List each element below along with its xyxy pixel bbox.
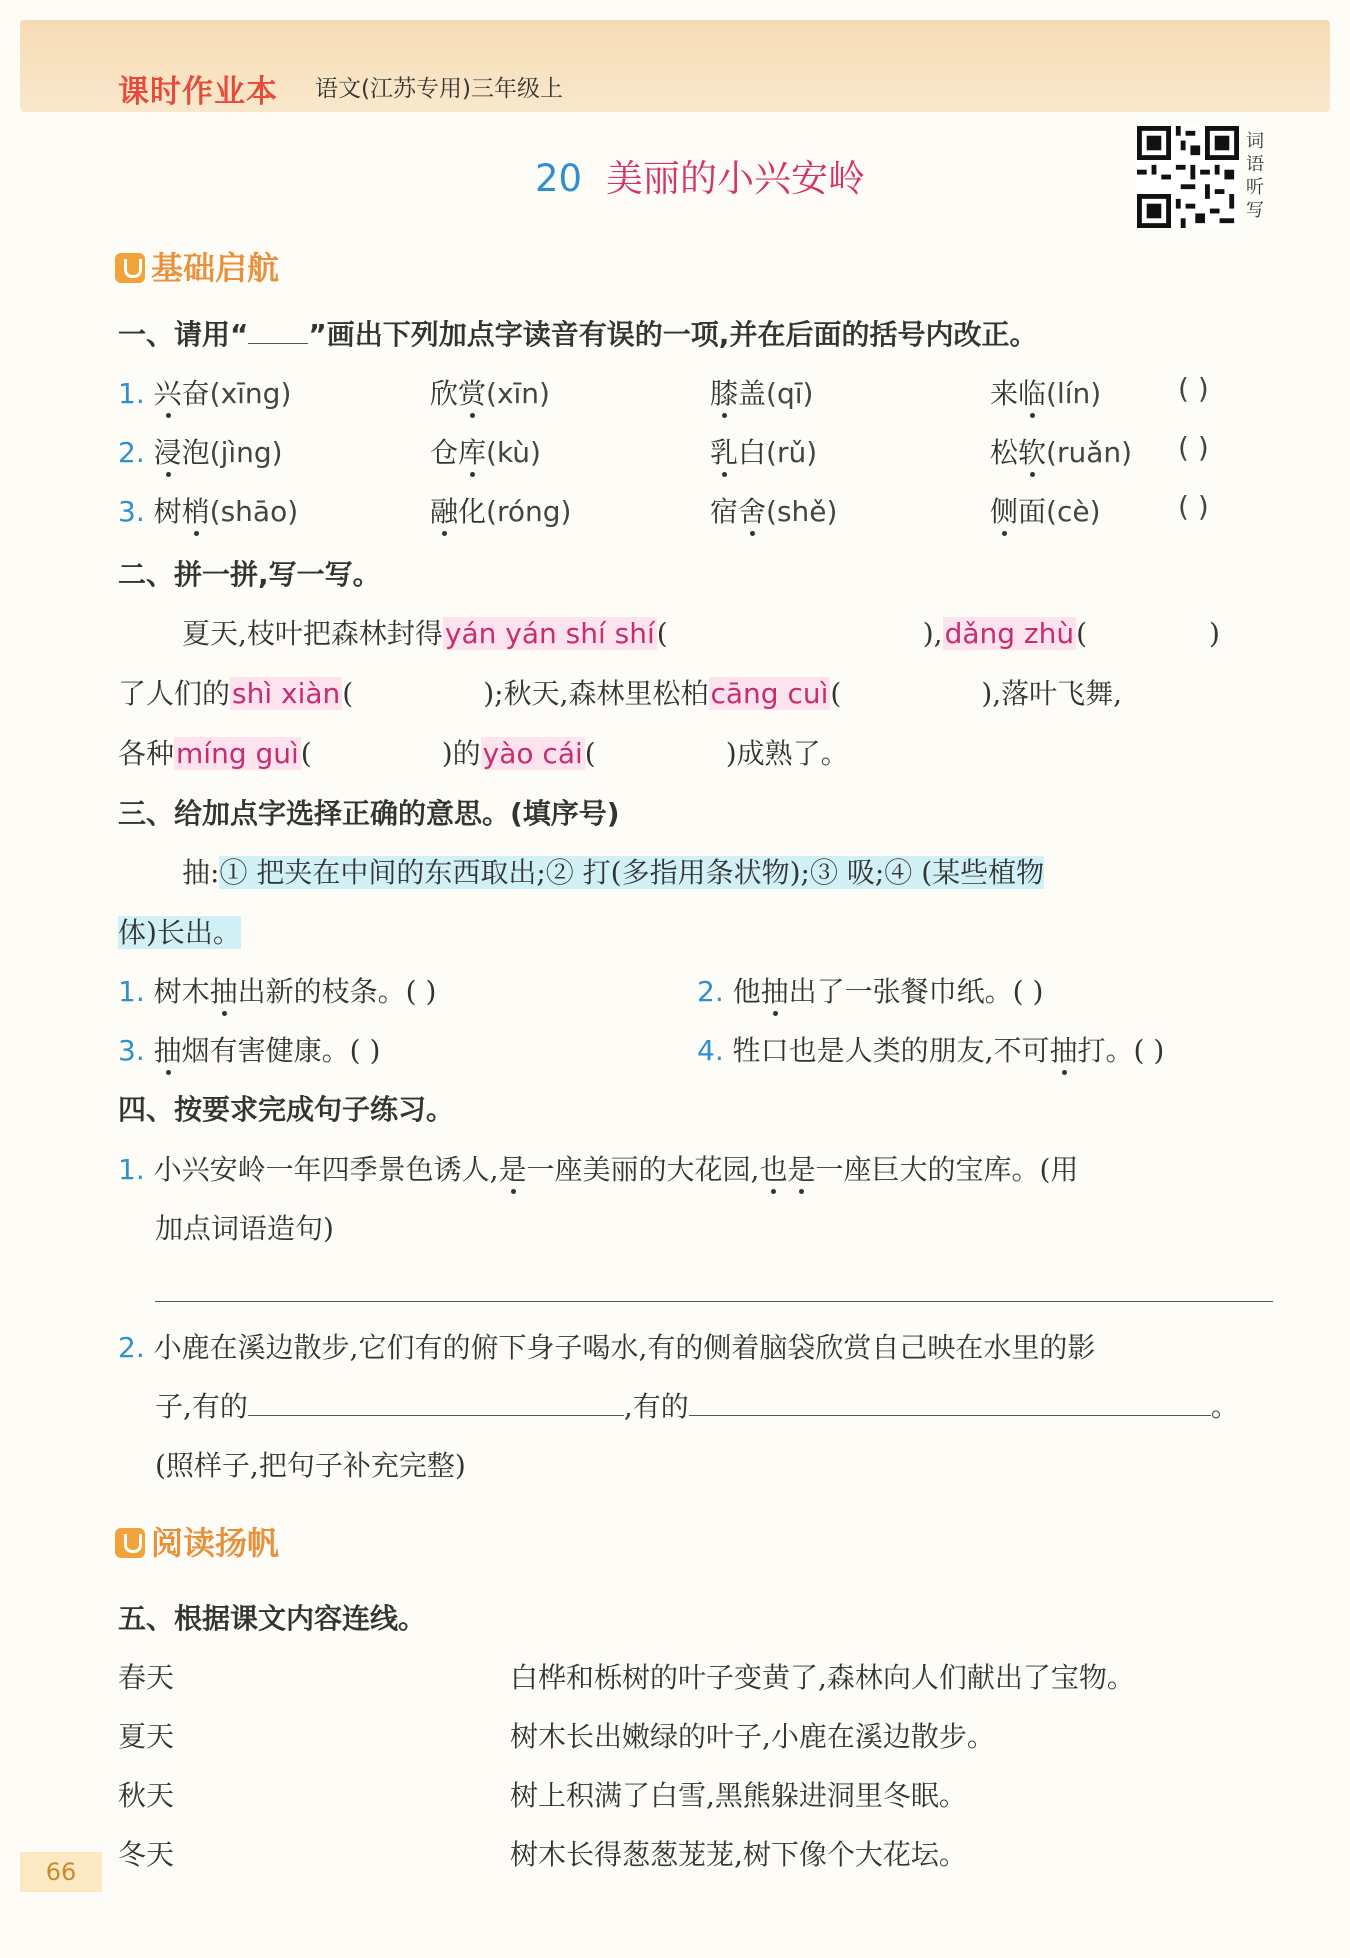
q2-line1: 夏天,枝叶把森林封得yán yán shí shí( ),dǎng zhù( ): [182, 617, 1220, 650]
q4-sentence-2: 2. 小鹿在溪边散步,它们有的俯下身子喝水,有的侧着脑袋欣赏自己映在水里的影: [118, 1331, 1096, 1364]
q4-sentence-1-cont: 加点词语造句): [155, 1212, 334, 1245]
q3-item-2: 2. 他抽出了一张餐巾纸。( ): [697, 975, 1044, 1008]
q3-item-1: 1. 树木抽出新的枝条。( ): [118, 975, 437, 1008]
q1-item: 侧面(cè): [990, 495, 1101, 528]
desc-3[interactable]: 树上积满了白雪,黑熊躲进洞里冬眠。: [510, 1779, 967, 1812]
q1-item: 乳白(rǔ): [710, 436, 818, 469]
q4-sentence-2-cont: 子,有的 ,有的 。: [155, 1390, 1239, 1423]
q4-note: (照样子,把句子补充完整): [155, 1449, 466, 1482]
anchor-icon: [115, 253, 145, 283]
sail-icon: [115, 1528, 145, 1558]
q5-title: 五、根据课文内容连线。: [118, 1602, 427, 1635]
q4-title: 四、按要求完成句子练习。: [118, 1093, 455, 1126]
qr-code-icon[interactable]: [1137, 126, 1239, 228]
season-autumn[interactable]: 秋天: [118, 1779, 175, 1812]
q4-sentence-1: 1. 小兴安岭一年四季景色诱人,是一座美丽的大花园,也是一座巨大的宝库。(用: [118, 1153, 1079, 1186]
season-summer[interactable]: 夏天: [118, 1720, 175, 1753]
desc-2[interactable]: 树木长出嫩绿的叶子,小鹿在溪边散步。: [510, 1720, 995, 1753]
pinyin-2: dǎng zhù: [944, 617, 1075, 650]
q2-line2: 了人们的shì xiàn( );秋天,森林里松柏cāng cuì( ),落叶飞舞,: [118, 677, 1123, 710]
q1-item: 3. 树梢(shāo): [118, 495, 299, 528]
desc-4[interactable]: 树木长得葱葱茏茏,树下像个大花坛。: [510, 1838, 967, 1871]
q3-title: 三、给加点字选择正确的意思。(填序号): [118, 797, 620, 830]
q1-item: 宿舍(shě): [710, 495, 838, 528]
dotted-word: 也是: [759, 1153, 816, 1186]
desc-1[interactable]: 白桦和栎树的叶子变黄了,森林向人们献出了宝物。: [510, 1661, 1135, 1694]
pinyin-6: yào cái: [482, 737, 583, 770]
section-reading: 阅读扬帆: [115, 1518, 279, 1564]
brand-title: 课时作业本: [118, 74, 278, 110]
q1-item: 仓库(kù): [430, 436, 541, 469]
season-winter[interactable]: 冬天: [118, 1838, 175, 1871]
q1-item: 松软(ruǎn): [990, 436, 1133, 469]
q1-answer-paren[interactable]: ( ): [1178, 372, 1209, 405]
q1-item: 来临(lín): [990, 377, 1102, 410]
q1-title: 一、请用“ ”画出下列加点字读音有误的一项,并在后面的括号内改正。: [118, 318, 1038, 351]
lesson-number: 20: [534, 157, 583, 200]
q2-line3: 各种míng guì( )的yào cái( )成熟了。: [118, 737, 849, 770]
pinyin-3: shì xiàn: [232, 677, 341, 710]
q1-answer-paren[interactable]: ( ): [1178, 431, 1209, 464]
qr-label: 词 语 听 写: [1246, 131, 1264, 221]
q2-title: 二、拼一拼,写一写。: [118, 558, 381, 591]
q3-item-3: 3. 抽烟有害健康。( ): [118, 1034, 381, 1067]
section-basic: 基础启航: [115, 243, 279, 289]
q1-item: 欣赏(xīn): [430, 377, 550, 410]
answer-blank-2[interactable]: [689, 1415, 1211, 1416]
q1-item: 融化(róng): [430, 495, 572, 528]
page-number: 66: [20, 1852, 102, 1892]
q1-item: 1. 兴奋(xīng): [118, 377, 292, 410]
pinyin-5: míng guì: [176, 737, 299, 770]
q1-answer-paren[interactable]: ( ): [1178, 490, 1209, 523]
season-spring[interactable]: 春天: [118, 1661, 175, 1694]
pinyin-4: cāng cuì: [710, 677, 829, 710]
lesson-name: 美丽的小兴安岭: [606, 157, 866, 200]
pinyin-1: yán yán shí shí: [444, 617, 655, 650]
answer-blank-1[interactable]: [248, 1415, 624, 1416]
q1-item: 膝盖(qī): [710, 377, 814, 410]
q1-item: 2. 浸泡(jìng): [118, 436, 283, 469]
q3-definition-cont: 体)长出。: [118, 916, 241, 949]
answer-line-1[interactable]: [155, 1301, 1273, 1302]
q3-definition: 抽:① 把夹在中间的东西取出;② 打(多指用条状物);③ 吸;④ (某些植物: [182, 856, 1045, 889]
subject-label: 语文(江苏专用)三年级上: [315, 76, 563, 102]
q3-item-4: 4. 牲口也是人类的朋友,不可抽打。( ): [697, 1034, 1165, 1067]
